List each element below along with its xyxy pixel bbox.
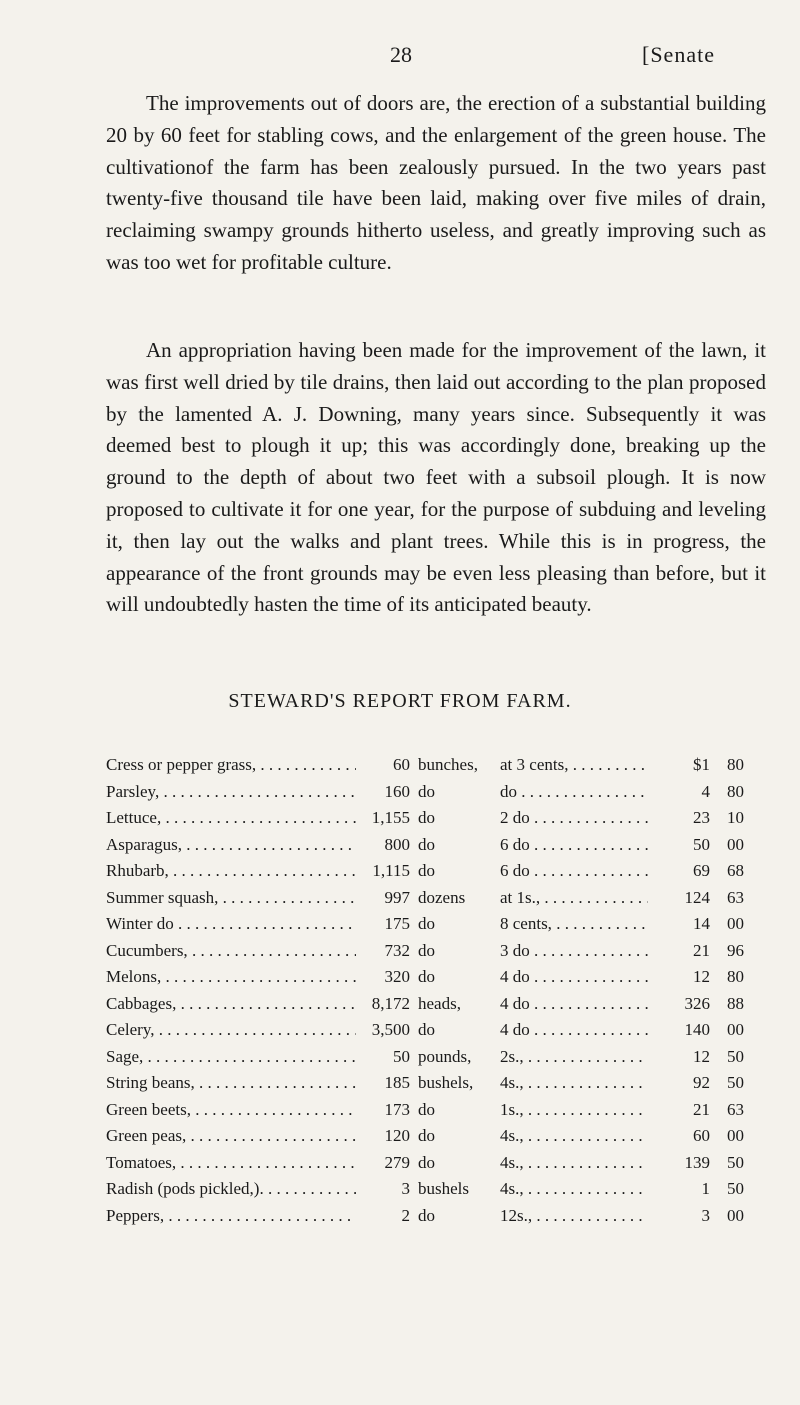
report-row xyxy=(106,911,776,938)
report-dollars: 21 xyxy=(693,1099,710,1119)
report-row xyxy=(106,779,776,806)
report-cents: 68 xyxy=(727,861,744,880)
report-title: STEWARD'S REPORT FROM FARM. xyxy=(228,690,572,712)
running-head: [Senate xyxy=(642,42,715,67)
report-rate: 4 do . . . xyxy=(500,1017,648,1044)
report-row xyxy=(106,805,776,832)
report-rate: 6 do . . . xyxy=(500,858,648,885)
report-unit: do xyxy=(418,1205,435,1225)
report-rate: at 3 cents, . . . xyxy=(500,752,648,779)
report-item-name: Cabbages, . . . xyxy=(106,991,356,1018)
report-row xyxy=(106,1123,776,1150)
report-dollars: 4 xyxy=(701,781,710,801)
report-cents: 88 xyxy=(727,993,744,1013)
report-cents: 00 xyxy=(727,1126,744,1145)
report-dollars: 50 xyxy=(693,834,710,854)
report-quantity: 120 xyxy=(384,1126,410,1145)
report-dollars: 326 xyxy=(684,993,710,1013)
report-unit: do xyxy=(418,834,435,854)
report-rate: 2s., . . . xyxy=(500,1044,648,1071)
report-quantity: 160 xyxy=(384,781,410,801)
report-dollars: 12 xyxy=(693,967,710,986)
report-quantity: 173 xyxy=(384,1099,410,1119)
report-rate: 4 do . . . xyxy=(500,964,648,991)
report-row xyxy=(106,938,776,965)
report-row xyxy=(106,752,776,779)
report-cents: 96 xyxy=(727,940,744,960)
report-quantity: 800 xyxy=(384,834,410,854)
report-dollars: 12 xyxy=(693,1046,710,1066)
report-row xyxy=(106,1150,776,1177)
report-unit: do xyxy=(418,967,435,986)
report-unit: do xyxy=(418,1152,435,1172)
report-rate: 4s., . . . xyxy=(500,1176,648,1203)
report-cents: 00 xyxy=(727,1020,744,1039)
report-dollars: 140 xyxy=(684,1020,710,1039)
report-item-name: Celery, . . . xyxy=(106,1017,356,1044)
report-unit: bunches, xyxy=(418,755,478,774)
report-dollars: 21 xyxy=(693,940,710,960)
report-item-name: Asparagus, . . . xyxy=(106,832,356,859)
report-item-name: Radish (pods pickled,). . . . xyxy=(106,1176,356,1203)
report-rate: 1s., . . . xyxy=(500,1097,648,1124)
report-item-name: Tomatoes, . . . xyxy=(106,1150,356,1177)
report-dollars: 139 xyxy=(684,1152,710,1172)
report-dollars: 14 xyxy=(693,914,710,933)
report-row xyxy=(106,991,776,1018)
report-quantity: 50 xyxy=(393,1046,410,1066)
report-cents: 80 xyxy=(727,781,744,801)
report-rate: do . . . xyxy=(500,779,648,806)
report-cents: 50 xyxy=(727,1073,744,1092)
report-rate: 8 cents, . . . xyxy=(500,911,648,938)
report-rate: 3 do . . . xyxy=(500,938,648,965)
report-quantity: 1,155 xyxy=(371,808,410,827)
report-item-name: Green beets, . . . xyxy=(106,1097,356,1124)
report-item-name: Rhubarb, . . . xyxy=(106,858,356,885)
report-item-name: Parsley, . . . xyxy=(106,779,356,806)
report-unit: bushels xyxy=(418,1179,469,1198)
report-item-name: Sage, . . . xyxy=(106,1044,356,1071)
report-dollars: 124 xyxy=(684,887,710,907)
report-unit: dozens xyxy=(418,887,466,907)
report-dollars: 23 xyxy=(693,808,710,827)
report-quantity: 279 xyxy=(384,1152,410,1172)
paragraph-improvements: The improvements out of doors are, the erection of a substantial building 20 by 60 feet for stabling cows, and the enlargement of the green house. The cultivationof the farm has been zealously pursued. In the two years past twenty-five thousand tile have been laid, making over five miles of drain, reclaiming swampy grounds hitherto useless, and greatly improving such as was too wet for profitable culture. xyxy=(106,91,766,274)
report-row xyxy=(106,1203,776,1230)
report-quantity: 185 xyxy=(384,1073,410,1092)
report-item-name: Green peas, . . . xyxy=(106,1123,356,1150)
report-row xyxy=(106,1070,776,1097)
report-unit: do xyxy=(418,940,435,960)
report-rate: at 1s., . . . xyxy=(500,885,648,912)
report-unit: do xyxy=(418,1099,435,1119)
report-quantity: 732 xyxy=(384,940,410,960)
report-cents: 10 xyxy=(727,808,744,827)
report-quantity: 175 xyxy=(384,914,410,933)
report-row xyxy=(106,1044,776,1071)
report-unit: pounds, xyxy=(418,1046,472,1066)
report-rate: 4 do . . . xyxy=(500,991,648,1018)
report-unit: do xyxy=(418,1020,435,1039)
report-rate: 4s., . . . xyxy=(500,1150,648,1177)
report-rate: 4s., . . . xyxy=(500,1070,648,1097)
report-table xyxy=(106,752,776,1229)
report-item-name: Cress or pepper grass, . . . xyxy=(106,752,356,779)
report-row xyxy=(106,964,776,991)
report-dollars: $1 xyxy=(693,755,710,774)
report-quantity: 3,500 xyxy=(371,1020,410,1039)
report-unit: do xyxy=(418,808,435,827)
report-cents: 50 xyxy=(727,1152,744,1172)
report-quantity: 2 xyxy=(401,1205,410,1225)
report-cents: 00 xyxy=(727,914,744,933)
report-unit: bushels, xyxy=(418,1073,474,1092)
page-number: 28 xyxy=(390,42,412,67)
report-rate: 4s., . . . xyxy=(500,1123,648,1150)
report-unit: do xyxy=(418,1126,435,1145)
report-item-name: Peppers, . . . xyxy=(106,1203,356,1230)
report-dollars: 60 xyxy=(693,1126,710,1145)
report-cents: 00 xyxy=(727,834,744,854)
paragraph-lawn: An appropriation having been made for the improvement of the lawn, it was first well dried by tile drains, then laid out according to the plan proposed by the lamented A. J. Downing, many years since. Subsequently it was deemed best to plough it up; this was accordingly done, breaking up the ground to the depth of about two feet with a subsoil plough. It is now proposed to cultivate it for one year, for the purpose of subduing and leveling it, then lay out the walks and plant trees. While this is in progress, the appearance of the front grounds may be even less pleasing than before, but it will undoubtedly hasten the time of its anticipated beauty. xyxy=(106,338,766,617)
report-cents: 50 xyxy=(727,1046,744,1066)
report-row xyxy=(106,1176,776,1203)
report-quantity: 320 xyxy=(384,967,410,986)
report-unit: heads, xyxy=(418,993,461,1013)
report-rate: 2 do . . . xyxy=(500,805,648,832)
report-unit: do xyxy=(418,861,435,880)
report-cents: 80 xyxy=(727,755,744,774)
report-row xyxy=(106,858,776,885)
report-quantity: 1,115 xyxy=(372,861,410,880)
report-quantity: 3 xyxy=(401,1179,410,1198)
report-item-name: String beans, . . . xyxy=(106,1070,356,1097)
report-item-name: Lettuce, . . . xyxy=(106,805,356,832)
report-unit: do xyxy=(418,781,435,801)
report-quantity: 997 xyxy=(384,887,410,907)
report-cents: 80 xyxy=(727,967,744,986)
report-row xyxy=(106,1097,776,1124)
report-cents: 63 xyxy=(727,1099,744,1119)
report-row xyxy=(106,832,776,859)
report-item-name: Cucumbers, . . . xyxy=(106,938,356,965)
page-header xyxy=(0,42,800,76)
report-cents: 50 xyxy=(727,1179,744,1198)
report-unit: do xyxy=(418,914,435,933)
report-dollars: 1 xyxy=(701,1179,710,1198)
report-dollars: 69 xyxy=(693,861,710,880)
report-item-name: Winter do . . . xyxy=(106,911,356,938)
report-item-name: Summer squash, . . . xyxy=(106,885,356,912)
report-rate: 12s., . . . xyxy=(500,1203,648,1230)
report-row xyxy=(106,885,776,912)
report-item-name: Melons, . . . xyxy=(106,964,356,991)
report-quantity: 60 xyxy=(393,755,410,774)
report-rate: 6 do . . . xyxy=(500,832,648,859)
report-row xyxy=(106,1017,776,1044)
report-quantity: 8,172 xyxy=(371,993,410,1013)
report-cents: 00 xyxy=(727,1205,744,1225)
report-cents: 63 xyxy=(727,887,744,907)
report-dollars: 3 xyxy=(701,1205,710,1225)
report-dollars: 92 xyxy=(693,1073,710,1092)
